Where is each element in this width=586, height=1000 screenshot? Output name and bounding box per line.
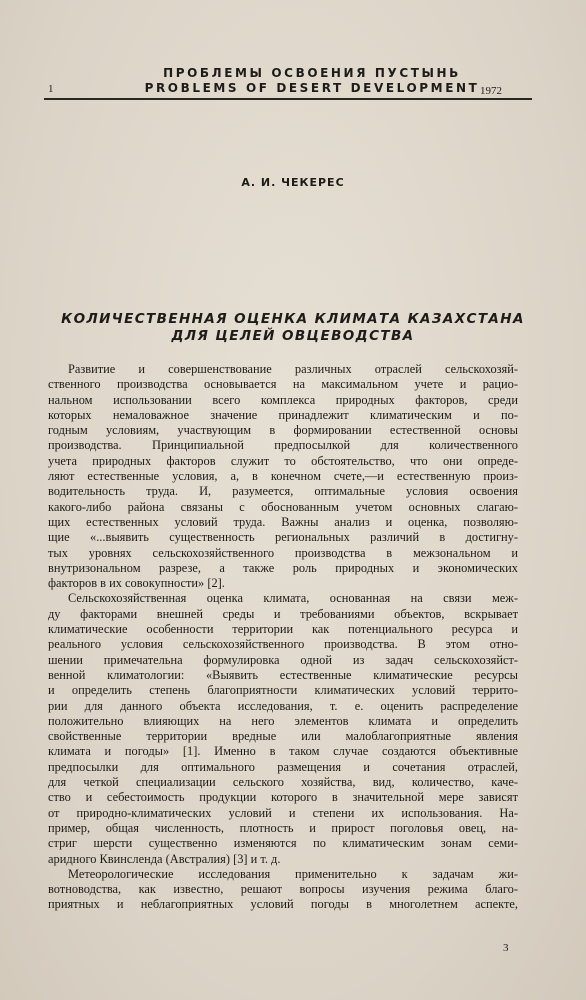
text-line: ляют естественные условия, а, в конечном счете,—и естественную произ- bbox=[48, 469, 518, 484]
text-line: Метеорологические исследования применительно к задачам жи- bbox=[68, 866, 518, 881]
text-line: щие «...выявить существенность региональных различий в достигну- bbox=[48, 530, 518, 545]
text-line: производства. Принципиальной предпосылкой для количественного bbox=[48, 438, 518, 453]
article-body bbox=[48, 362, 518, 913]
text-line: реального условия сельскохозяйственного производства. В этом отно- bbox=[48, 637, 518, 652]
text-line: пример, общая численность, плотность и прирост поголовья овец, на- bbox=[48, 820, 518, 835]
paragraph-2 bbox=[48, 591, 518, 866]
text-line: для четкой специализации сельского хозяйства, вид, количество, каче- bbox=[48, 775, 518, 790]
text-line: ственного производства основывается на максимальном учете и рацио- bbox=[48, 377, 518, 392]
text-line: приятных и неблагоприятных условий погоды в многолетнем аспекте, bbox=[48, 897, 518, 912]
header-rule bbox=[44, 98, 532, 100]
text-line: аридного Квинсленда (Австралия) [3] и т. д. bbox=[48, 851, 281, 866]
text-line: климатические особенности территории как потенциального ресурса и bbox=[48, 622, 518, 637]
text-line: Сельскохозяйственная оценка климата, основанная на связи меж- bbox=[68, 591, 518, 606]
text-line: положительно влияющих на него элементов климата и определить bbox=[48, 713, 518, 728]
journal-title-english: PROBLEMS OF DESERT DEVELOPMENT bbox=[144, 81, 480, 95]
page-number: 3 bbox=[503, 942, 509, 954]
journal-year: 1972 bbox=[480, 85, 502, 97]
article-title-line-1: КОЛИЧЕСТВЕННАЯ ОЦЕНКА КЛИМАТА КАЗАХСТАНА bbox=[61, 311, 525, 327]
text-line: климата и погоды» [1]. Именно в таком случае создаются объективные bbox=[48, 744, 518, 759]
text-line: щих естественных условий труда. Важны анализ и оценка, позволяю- bbox=[48, 514, 518, 529]
text-line: ство и себестоимость продукции которого в значительной мере зависят bbox=[48, 790, 518, 805]
text-line: и определить степень благоприятности климатических условий террито- bbox=[48, 683, 518, 698]
text-line: тых уровнях сельскохозяйственного производства в межзональном и bbox=[48, 545, 518, 560]
text-line: свойственные территории вредные или малоблагоприятные явления bbox=[48, 729, 518, 744]
text-line: вотноводства, как известно, решают вопросы изучения режима благо- bbox=[48, 882, 518, 897]
text-line: Развитие и совершенствование различных отраслей сельскохозяй- bbox=[68, 362, 518, 376]
text-line: предпосылки для оптимального размещения и сочетания отраслей, bbox=[48, 759, 518, 774]
issue-number: 1 bbox=[48, 83, 54, 95]
paragraph-3 bbox=[48, 867, 518, 913]
text-line: ду факторами внешней среды и требованиями объектов, вскрывает bbox=[48, 606, 518, 621]
text-line: стриг шерсти существенно изменяются по климатическим зонам семи- bbox=[48, 836, 518, 851]
text-line: от природно-климатических условий и степени их использования. На- bbox=[48, 805, 518, 820]
article-title-line-2: ДЛЯ ЦЕЛЕЙ ОВЦЕВОДСТВА bbox=[171, 328, 415, 344]
article-author: А. И. ЧЕКЕРЕС bbox=[241, 176, 345, 189]
text-line: нальном использовании всего комплекса природных факторов, среди bbox=[48, 392, 518, 407]
text-line: факторов в их совокупности» [2]. bbox=[48, 576, 225, 591]
text-line: учета природных факторов служит то обстоятельство, что они опреде- bbox=[48, 453, 518, 468]
text-line: которых немаловажное значение принадлежит климатическим и по- bbox=[48, 407, 518, 422]
text-line: внутризональном разрезе, а также роль природных и экономических bbox=[48, 560, 518, 575]
text-line: рии для данного объекта исследования, т. е. оценить распределение bbox=[48, 698, 518, 713]
text-line: шении примечательна формулировка одной из задач сельскохозяйст- bbox=[48, 652, 518, 667]
paragraph-1 bbox=[48, 362, 518, 591]
text-line: годным условиям, участвующим в формировании естественной основы bbox=[48, 423, 518, 438]
journal-title-russian: ПРОБЛЕМЫ ОСВОЕНИЯ ПУСТЫНЬ bbox=[163, 66, 461, 80]
text-line: какого-либо района связаны с обоснованным учетом основных слагаю- bbox=[48, 499, 518, 514]
text-line: водительность труда. И, разумеется, оптимальные условия освоения bbox=[48, 484, 518, 499]
text-line: венной климатологии: «Выявить естественные климатические ресурсы bbox=[48, 667, 518, 682]
